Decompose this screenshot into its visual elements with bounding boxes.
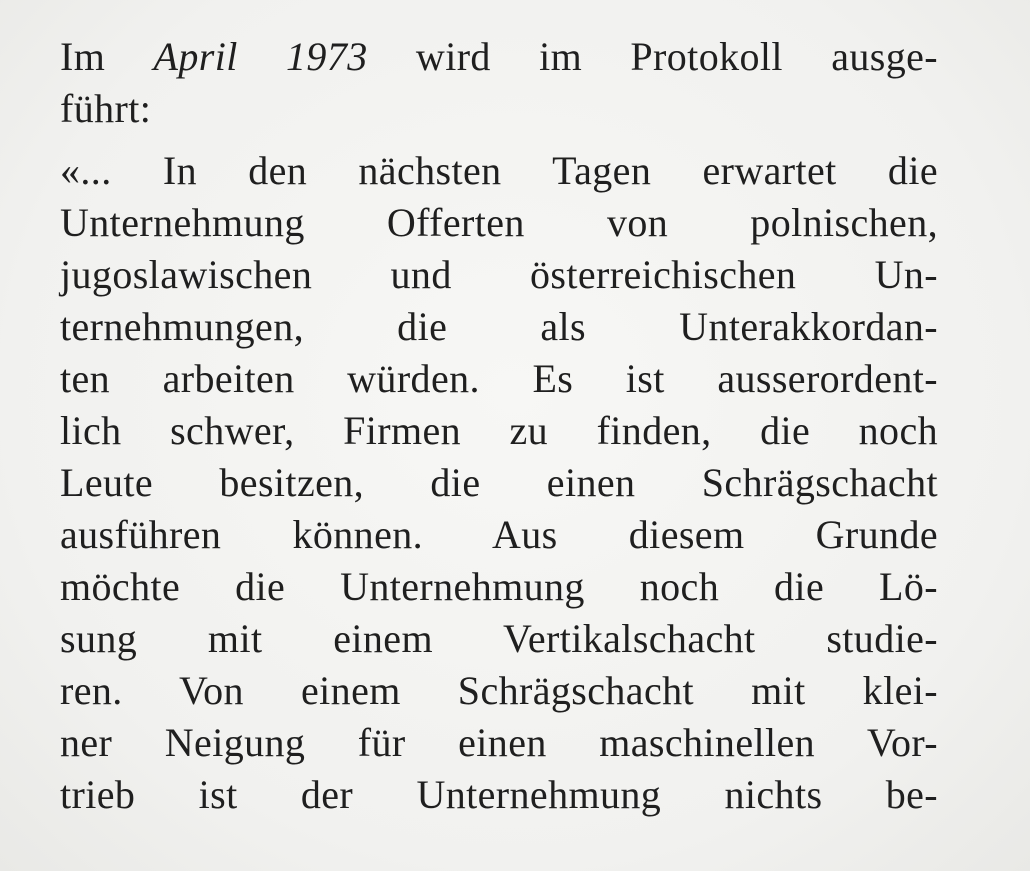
quote-line: Unternehmung Offerten von polnischen, (60, 200, 938, 245)
quote-line: sung mit einem Vertikalschacht studie- (60, 616, 938, 661)
quote-line: Leute besitzen, die einen Schrägschacht (60, 460, 938, 505)
text-block (60, 31, 938, 821)
quote-line: «... In den nächsten Tagen erwartet die (60, 148, 938, 193)
quote-line: ren. Von einem Schrägschacht mit klei- (60, 668, 938, 713)
quote-line: jugoslawischen und österreichischen Un- (60, 252, 938, 297)
quote-paragraph (60, 145, 938, 821)
intro-suffix: wird im Protokoll ausge- (415, 34, 938, 79)
intro-prefix: Im (60, 34, 106, 79)
paragraph-gap (60, 135, 938, 145)
intro-line-1 (60, 31, 938, 83)
quote-line: ner Neigung für einen maschinellen Vor- (60, 720, 938, 765)
quote-line: trieb ist der Unternehmung nichts be- (60, 772, 938, 817)
quote-line: lich schwer, Firmen zu finden, die noch (60, 408, 938, 453)
quote-line: ausführen können. Aus diesem Grunde (60, 512, 938, 557)
quote-line: möchte die Unternehmung noch die Lö- (60, 564, 938, 609)
quote-line: ten arbeiten würden. Es ist ausserordent- (60, 356, 938, 401)
intro-line-2: führt: (60, 86, 152, 131)
intro-date: April 1973 (153, 34, 368, 79)
quote-line: ternehmungen, die als Unterakkordan- (60, 304, 938, 349)
